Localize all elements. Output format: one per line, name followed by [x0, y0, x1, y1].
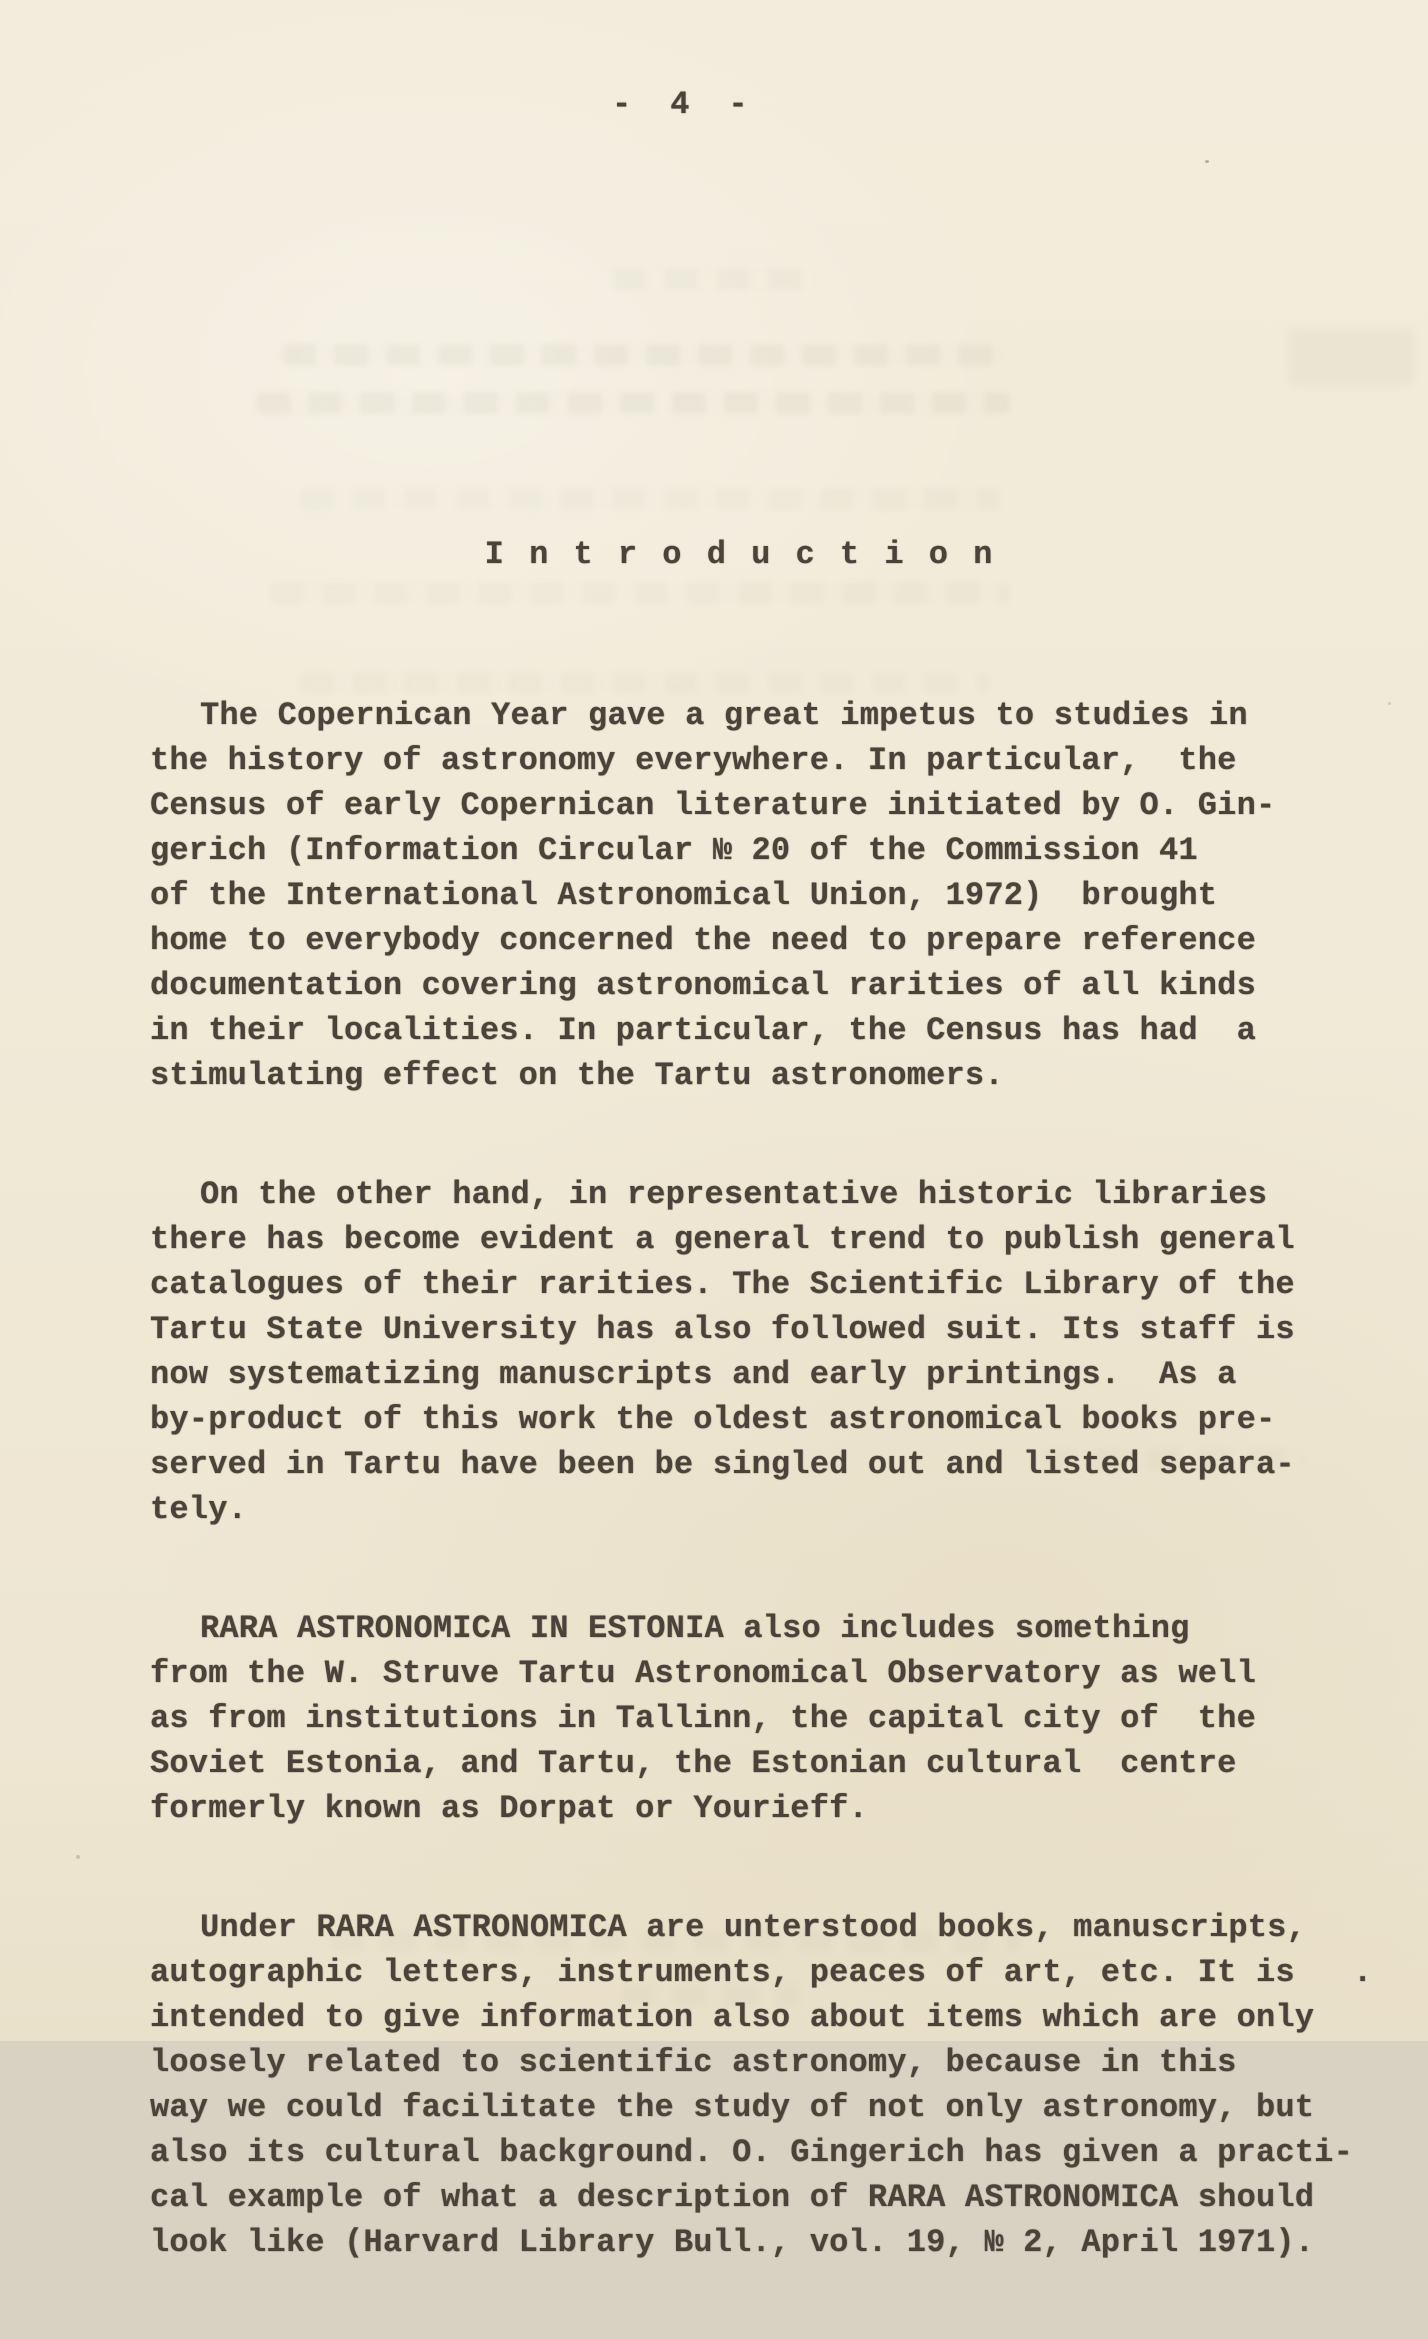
- text-line: Census of early Copernican literature initiated by O. Gin-: [150, 787, 1276, 824]
- section-heading: I n t r o d u c t i o n: [484, 536, 996, 573]
- text-line: gerich (Information Circular № 20 of the Commission 41: [150, 832, 1198, 869]
- text-line: Tartu State University has also followed suit. Its staff is: [150, 1311, 1295, 1348]
- text-line: look like (Harvard Library Bull., vol. 19, № 2, April 1971).: [150, 2224, 1315, 2261]
- text-line: On the other hand, in representative historic libraries: [200, 1176, 1268, 1213]
- text-line: by-product of this work the oldest astronomical books pre-: [150, 1401, 1276, 1438]
- text-line: The Copernican Year gave a great impetus to studies in: [200, 697, 1248, 734]
- text-line: home to everybody concerned the need to prepare reference: [150, 922, 1256, 959]
- text-line: served in Tartu have been be singled out and listed separa-: [150, 1446, 1295, 1483]
- text-line: now systematizing manuscripts and early printings. As a: [150, 1356, 1237, 1393]
- text-line: Under RARA ASTRONOMICA are unterstood books, manuscripts,: [200, 1909, 1306, 1946]
- text-line: also its cultural background. O. Gingerich has given a practi-: [150, 2134, 1353, 2171]
- bleed-through-ghost-text: [256, 392, 1010, 414]
- text-line: as from institutions in Tallinn, the capital city of the: [150, 1700, 1256, 1737]
- page-number: - 4 -: [612, 86, 748, 123]
- paragraph-4: [150, 1905, 1373, 2265]
- text-line: in their localities. In particular, the Census has had a: [150, 1012, 1256, 1049]
- text-line: Soviet Estonia, and Tartu, the Estonian cultural centre: [150, 1745, 1237, 1782]
- text-line: stimulating effect on the Tartu astronomers.: [150, 1057, 1004, 1094]
- text-line: autographic letters, instruments, peaces of art, etc. It is .: [150, 1954, 1373, 1991]
- text-line: way we could facilitate the study of not only astronomy, but: [150, 2089, 1315, 2126]
- text-line: formerly known as Dorpat or Yourieff.: [150, 1790, 868, 1827]
- text-line: the history of astronomy everywhere. In particular, the: [150, 742, 1237, 779]
- paper-speck: [76, 1855, 80, 1859]
- paragraph-3: [150, 1606, 1330, 1831]
- text-line: documentation covering astronomical rarities of all kinds: [150, 967, 1256, 1004]
- paragraph-1: [150, 693, 1330, 1098]
- page-content: [150, 458, 1373, 2339]
- text-line: intended to give information also about items which are only: [150, 1999, 1315, 2036]
- bleed-through-ghost-text: [612, 268, 817, 290]
- text-line: loosely related to scientific astronomy, because in this: [150, 2044, 1237, 2081]
- text-line: catalogues of their rarities. The Scientific Library of the: [150, 1266, 1295, 1303]
- bleed-through-ghost-text: [282, 344, 1008, 366]
- text-line: RARA ASTRONOMICA IN ESTONIA also includes something: [200, 1610, 1190, 1647]
- text-line: there has become evident a general trend to publish general: [150, 1221, 1295, 1258]
- text-line: tely.: [150, 1491, 248, 1528]
- text-line: of the International Astronomical Union, 1972) brought: [150, 877, 1218, 914]
- text-line: from the W. Struve Tartu Astronomical Observatory as well: [150, 1655, 1256, 1692]
- paragraph-2: [150, 1172, 1330, 1532]
- bleed-through-ghost-text: [1288, 328, 1414, 386]
- text-line: cal example of what a description of RARA ASTRONOMICA should: [150, 2179, 1315, 2216]
- paper-speck: [1205, 160, 1209, 163]
- paper-speck: [1388, 702, 1391, 705]
